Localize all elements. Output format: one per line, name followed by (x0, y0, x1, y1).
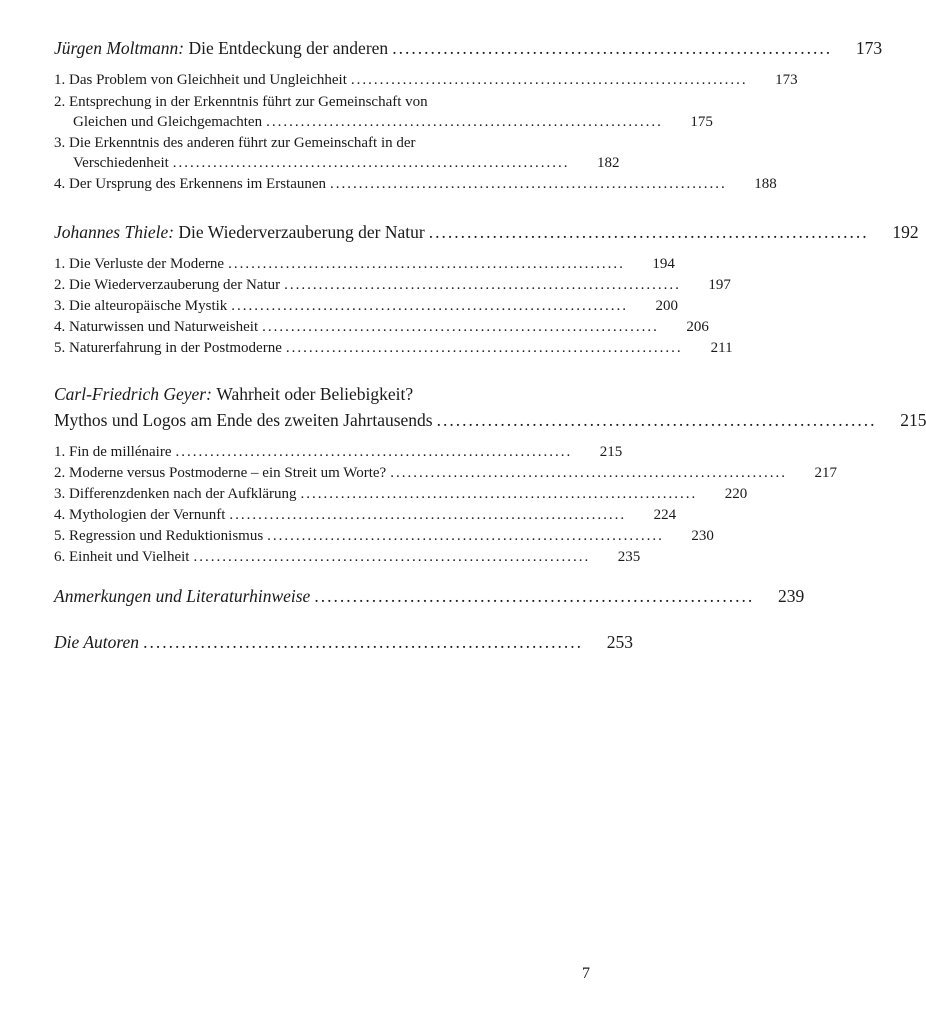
toc-subentry: 4. Der Ursprung des Erkennens im Erstaunen ..................................................................... 188 (54, 176, 777, 192)
author-name: Jürgen Moltmann: (54, 38, 185, 58)
subentry-title: 3. Die alteuropäische Mystik (54, 298, 228, 314)
subentry-title: 4. Der Ursprung des Erkennens im Erstaunen (54, 176, 327, 192)
page-ref: 197 (708, 277, 731, 293)
page-ref: 239 (777, 586, 805, 606)
toc-subentry (54, 94, 586, 111)
toc-entry-anmerkungen: Anmerkungen und Literaturhinweise ..................................................................... 239 (54, 586, 805, 606)
page-ref: 173 (775, 72, 798, 88)
toc-entry-geyer-line2: Mythos und Logos am Ende des zweiten Jahrtausends ..................................................................... 215 (54, 410, 926, 430)
page-ref: 175 (690, 114, 713, 130)
subentry-title: 5. Regression und Reduktionismus (54, 528, 264, 544)
toc-subentry-continuation: Gleichen und Gleichgemachten ..................................................................... 175 (73, 114, 713, 130)
page-ref: 235 (617, 549, 641, 565)
author-name: Carl-Friedrich Geyer: (54, 384, 212, 404)
toc-subentry: 4. Naturwissen und Naturweisheit ..................................................................... 206 (54, 319, 709, 335)
page-ref: 194 (652, 256, 675, 272)
page-ref: 173 (855, 38, 883, 58)
toc-subentry: 2. Moderne versus Postmoderne – ein Streit um Worte? ..................................................................... 217 (54, 465, 837, 481)
toc-subentry: 4. Mythologien der Vernunft ..................................................................... 224 (54, 507, 677, 523)
subentry-title: 3. Die Erkenntnis des anderen führt zur Gemeinschaft in der (54, 135, 416, 151)
subentry-title-cont: Verschiedenheit (73, 155, 169, 171)
page-ref: 200 (655, 298, 679, 314)
section-title: Die Autoren (54, 632, 140, 652)
subentry-title: 4. Mythologien der Vernunft (54, 507, 226, 523)
subentry-title: 1. Fin de millénaire (54, 444, 172, 460)
toc-subentry: 3. Differenzdenken nach der Aufklärung ..................................................................... 220 (54, 486, 748, 502)
subentry-title: 1. Die Verluste der Moderne (54, 256, 225, 272)
toc-subentry: 1. Das Problem von Gleichheit und Ungleichheit ..................................................................... 173 (54, 72, 798, 88)
page-ref: 182 (597, 155, 620, 171)
page-ref: 215 (900, 410, 926, 430)
toc-subentry: 1. Fin de millénaire ..................................................................... 215 (54, 444, 623, 460)
page-ref: 253 (606, 632, 633, 652)
subentry-title: 5. Naturerfahrung in der Postmoderne (54, 340, 282, 356)
toc-subentry: 5. Regression und Reduktionismus ..................................................................... 230 (54, 528, 714, 544)
essay-title-line2: Mythos und Logos am Ende des zweiten Jahrtausends (54, 410, 433, 430)
page-ref: 211 (710, 340, 733, 356)
toc-subentry: 1. Die Verluste der Moderne ..................................................................... 194 (54, 256, 675, 272)
subentry-title-cont: Gleichen und Gleichgemachten (73, 114, 263, 130)
essay-title-line1: Wahrheit oder Beliebigkeit? (216, 384, 414, 404)
toc-entry-geyer (54, 384, 586, 405)
toc-subentry: 2. Die Wiederverzauberung der Natur ..................................................................... 197 (54, 277, 731, 293)
page-ref: 192 (892, 222, 919, 242)
page-ref: 224 (653, 507, 677, 523)
subentry-title: 1. Das Problem von Gleichheit und Ungleichheit (54, 72, 347, 88)
page-ref: 217 (814, 465, 837, 481)
subentry-title: 2. Moderne versus Postmoderne – ein Streit um Worte? (54, 465, 387, 481)
subentry-title: 2. Entsprechung in der Erkenntnis führt zur Gemeinschaft von (54, 94, 428, 110)
toc-entry-thiele: Johannes Thiele: Die Wiederverzauberung der Natur ..................................................................... 192 (54, 222, 919, 242)
page-number: 7 (582, 965, 590, 982)
subentry-title: 2. Die Wiederverzauberung der Natur (54, 277, 281, 293)
essay-title: Die Wiederverzauberung der Natur (178, 222, 425, 242)
toc-subentry: 6. Einheit und Vielheit ..................................................................... 235 (54, 549, 641, 565)
essay-title: Die Entdeckung der anderen (188, 38, 389, 58)
page-ref: 220 (724, 486, 748, 502)
toc-subentry: 3. Die alteuropäische Mystik ..................................................................... 200 (54, 298, 679, 314)
author-name: Johannes Thiele: (54, 222, 175, 242)
toc-subentry-continuation: Verschiedenheit ..................................................................... 182 (73, 155, 620, 171)
toc-entry-moltmann: Jürgen Moltmann: Die Entdeckung der anderen ..................................................................... 173 (54, 38, 883, 58)
toc-entry-autoren: Die Autoren ..................................................................... 253 (54, 632, 633, 652)
subentry-title: 6. Einheit und Vielheit (54, 549, 190, 565)
page-ref: 206 (686, 319, 709, 335)
toc-subentry: 5. Naturerfahrung in der Postmoderne ..................................................................... 211 (54, 340, 733, 356)
toc-subentry (54, 135, 586, 152)
subentry-title: 4. Naturwissen und Naturweisheit (54, 319, 259, 335)
subentry-title: 3. Differenzdenken nach der Aufklärung (54, 486, 297, 502)
page-ref: 188 (754, 176, 777, 192)
page-ref: 215 (599, 444, 623, 460)
page-ref: 230 (691, 528, 714, 544)
section-title: Anmerkungen und Literaturhinweise (54, 586, 311, 606)
